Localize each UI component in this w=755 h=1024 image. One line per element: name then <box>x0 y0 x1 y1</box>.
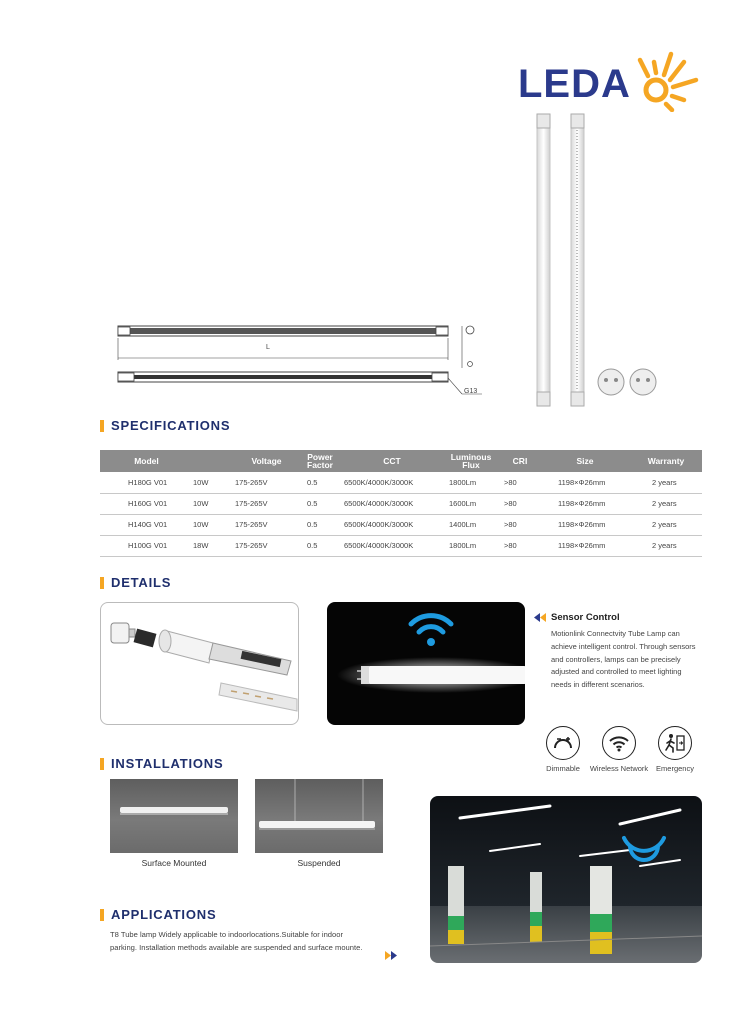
table-header-row <box>100 450 702 472</box>
dimmable-icon <box>546 726 580 760</box>
table-row <box>100 472 702 493</box>
cell-power: 10W <box>193 493 235 514</box>
section-marker <box>100 420 104 432</box>
installations-title-text: INSTALLATIONS <box>111 756 224 771</box>
cell-power: 10W <box>193 514 235 535</box>
double-arrow-right-icon <box>385 951 397 960</box>
sensor-title-text: Sensor Control <box>551 612 620 623</box>
table-row <box>100 493 702 514</box>
cell-model: H180G V01 <box>100 472 193 493</box>
cell-size: 1198×Φ26mm <box>540 535 630 556</box>
header-voltage: Voltage <box>235 450 298 472</box>
tube-product-image <box>525 110 705 410</box>
cell-cct: 6500K/4000K/3000K <box>342 514 442 535</box>
cell-voltage: 175-265V <box>235 472 298 493</box>
table-row <box>100 514 702 535</box>
cap-label: G13 <box>464 388 478 395</box>
cell-cct: 6500K/4000K/3000K <box>342 535 442 556</box>
cell-luminous-flux: 1600Lm <box>442 493 500 514</box>
specifications-title <box>100 418 230 433</box>
cell-power-factor: 0.5 <box>298 493 342 514</box>
header-model: Model <box>100 450 193 472</box>
cell-size: 1198×Φ26mm <box>540 514 630 535</box>
cell-warranty: 2 years <box>630 514 702 535</box>
brand-logo <box>516 40 706 112</box>
feature-dimmable <box>533 726 593 773</box>
cell-size: 1198×Φ26mm <box>540 472 630 493</box>
cell-size: 1198×Φ26mm <box>540 493 630 514</box>
cell-power-factor: 0.5 <box>298 472 342 493</box>
double-arrow-left-icon <box>534 613 546 622</box>
cell-luminous-flux: 1800Lm <box>442 535 500 556</box>
feature-emergency <box>645 726 705 773</box>
cell-cri: >80 <box>500 535 540 556</box>
suspended-image <box>255 779 383 853</box>
header-luminous-flux: Luminous Flux <box>442 450 500 472</box>
cell-luminous-flux: 1800Lm <box>442 472 500 493</box>
section-marker <box>100 577 104 589</box>
details-title <box>100 575 171 590</box>
sensor-control-block <box>534 612 704 692</box>
header-power <box>193 450 235 472</box>
cell-power-factor: 0.5 <box>298 535 342 556</box>
sensor-description: Motionlink Connectvity Tube Lamp can achieve intelligent control. Through sensors and controllers, lamps can be precisely adjusted and controlled to meet lighting needs in different scenarios. <box>551 629 696 690</box>
wireless-icon <box>602 726 636 760</box>
header-warranty: Warranty <box>630 450 702 472</box>
exploded-view-illustration <box>101 603 299 725</box>
surface-mounted-label: Surface Mounted <box>141 858 207 868</box>
header-size: Size <box>540 450 630 472</box>
cell-cct: 6500K/4000K/3000K <box>342 472 442 493</box>
cell-warranty: 2 years <box>630 472 702 493</box>
sensor-tube-illustration <box>327 602 525 725</box>
cell-cri: >80 <box>500 493 540 514</box>
sensor-tube-image <box>327 602 525 725</box>
logo-sun-icon <box>624 40 704 112</box>
section-marker <box>100 758 104 770</box>
parking-garage-image <box>430 796 702 963</box>
specifications-table <box>100 450 702 557</box>
cell-warranty: 2 years <box>630 493 702 514</box>
cell-cri: >80 <box>500 514 540 535</box>
installations-title <box>100 756 223 771</box>
cell-voltage: 175-265V <box>235 514 298 535</box>
cell-power: 18W <box>193 535 235 556</box>
feature-label: Emergency <box>656 764 694 773</box>
cell-luminous-flux: 1400Lm <box>442 514 500 535</box>
applications-title-text: APPLICATIONS <box>111 907 217 922</box>
length-label: L <box>266 344 270 351</box>
cell-model: H100G V01 <box>100 535 193 556</box>
applications-description: T8 Tube lamp Widely applicable to indoorlocations.Suitable for indoor parking. Installation methods available are suspended and surface mounte. <box>110 930 363 952</box>
exploded-view-image <box>100 602 299 725</box>
applications-title <box>100 907 216 922</box>
cell-power: 10W <box>193 472 235 493</box>
cell-voltage: 175-265V <box>235 535 298 556</box>
cell-voltage: 175-265V <box>235 493 298 514</box>
feature-label: Wireless Network <box>589 764 649 773</box>
details-title-text: DETAILS <box>111 575 172 590</box>
cell-power-factor: 0.5 <box>298 514 342 535</box>
header-cct: CCT <box>342 450 442 472</box>
section-marker <box>100 909 104 921</box>
table-row <box>100 535 702 556</box>
header-power-factor: Power Factor <box>298 450 342 472</box>
cell-cct: 6500K/4000K/3000K <box>342 493 442 514</box>
cell-model: H160G V01 <box>100 493 193 514</box>
surface-mounted-image <box>110 779 238 853</box>
suspended-label: Suspended <box>297 858 341 868</box>
technical-drawing <box>110 318 500 400</box>
cell-model: H140G V01 <box>100 514 193 535</box>
cell-cri: >80 <box>500 472 540 493</box>
feature-label: Dimmable <box>546 764 580 773</box>
logo-text: LEDA <box>518 62 631 106</box>
specifications-title-text: SPECIFICATIONS <box>111 418 231 433</box>
header-cri: CRI <box>500 450 540 472</box>
feature-wireless <box>589 726 649 773</box>
emergency-exit-icon <box>658 726 692 760</box>
sensor-control-title <box>534 612 704 623</box>
cell-warranty: 2 years <box>630 535 702 556</box>
